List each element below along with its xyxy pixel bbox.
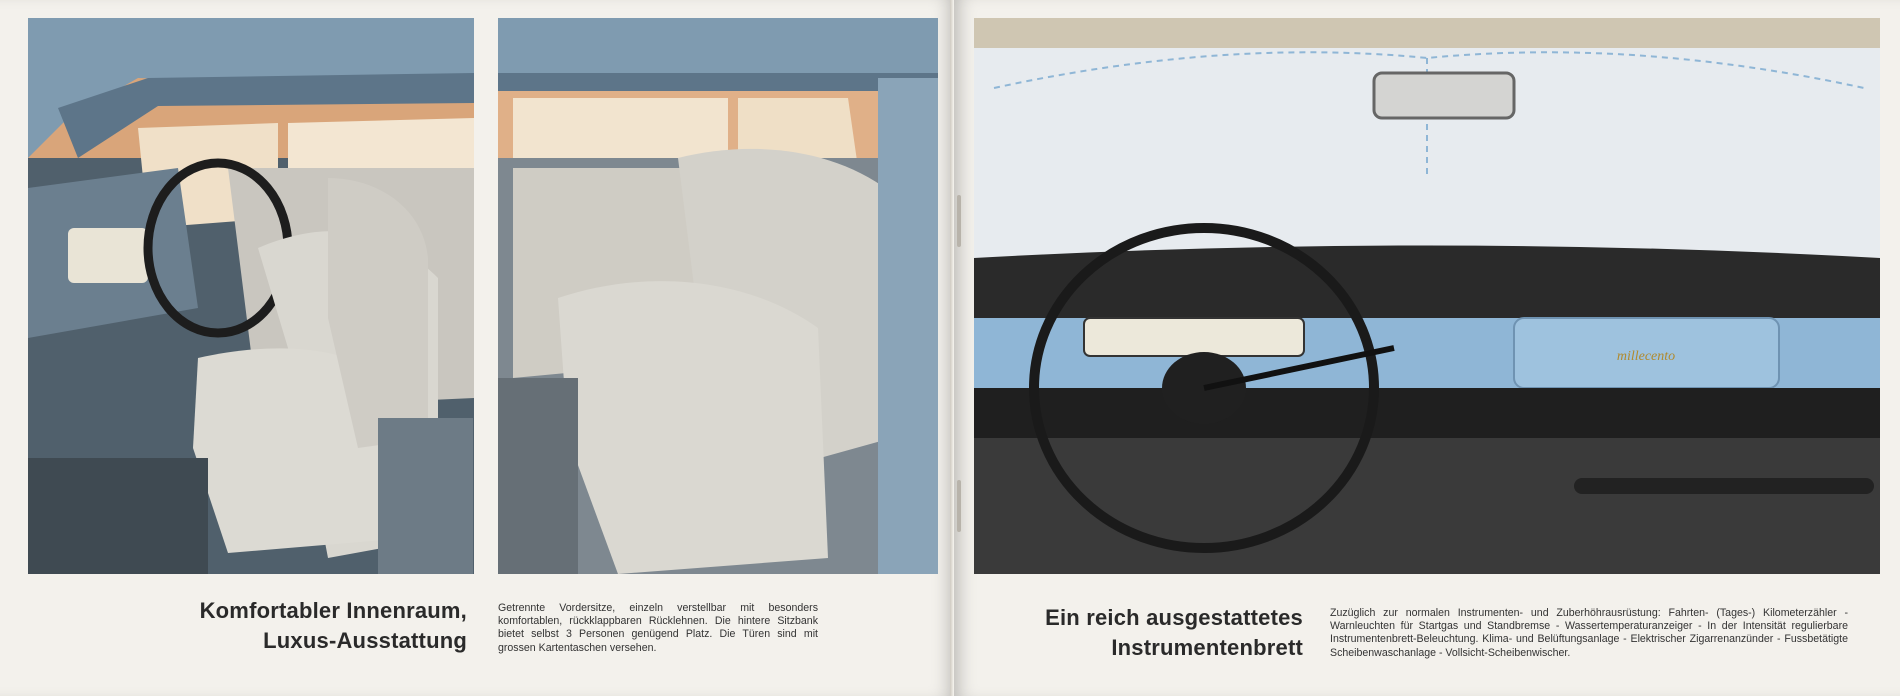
photo-rear-interior	[498, 18, 938, 574]
left-heading-line-2: Luxus-Ausstattung	[263, 628, 467, 653]
left-body-text: Getrennte Vordersitze, einzeln verstellbar mit besonders komfortablen, rückklappbaren Rücklehnen. Die hintere Sitzbank bietet selbst 3 Personen genügend Platz. Die Türen sind mit grossen Kartentaschen versehen.	[498, 602, 818, 654]
photo-dashboard	[974, 18, 1880, 574]
right-heading	[960, 603, 1303, 663]
left-heading	[80, 596, 467, 656]
rear-interior-illustration	[498, 18, 938, 574]
front-interior-illustration	[28, 18, 474, 574]
left-heading-line-1: Komfortabler Innenraum,	[199, 598, 467, 623]
binder-mark	[957, 480, 961, 532]
photo-front-interior	[28, 18, 474, 574]
binder-mark	[957, 195, 961, 247]
right-heading-line-2: Instrumentenbrett	[1111, 635, 1303, 660]
dashboard-badge: millecento	[1616, 349, 1676, 364]
dashboard-illustration	[974, 18, 1880, 574]
right-heading-line-1: Ein reich ausgestattetes	[1045, 605, 1303, 630]
right-body-text: Zuzüglich zur normalen Instrumenten- und Zuberhöhrausrüstung: Fahrten- (Tages-) Kilometerzähler - Warnleuchten für Startgas und Standbremse - Wassertemperaturanzeiger - In der Intensität regulierbare Instrumentenbrett-Beleuchtung. Klima- und Belüftungsanlage - Elektrischer Zigarrenanzünder - Fussbetätigte Scheibenwaschanlage - Vollsicht-Scheibenwischer.	[1330, 607, 1848, 659]
